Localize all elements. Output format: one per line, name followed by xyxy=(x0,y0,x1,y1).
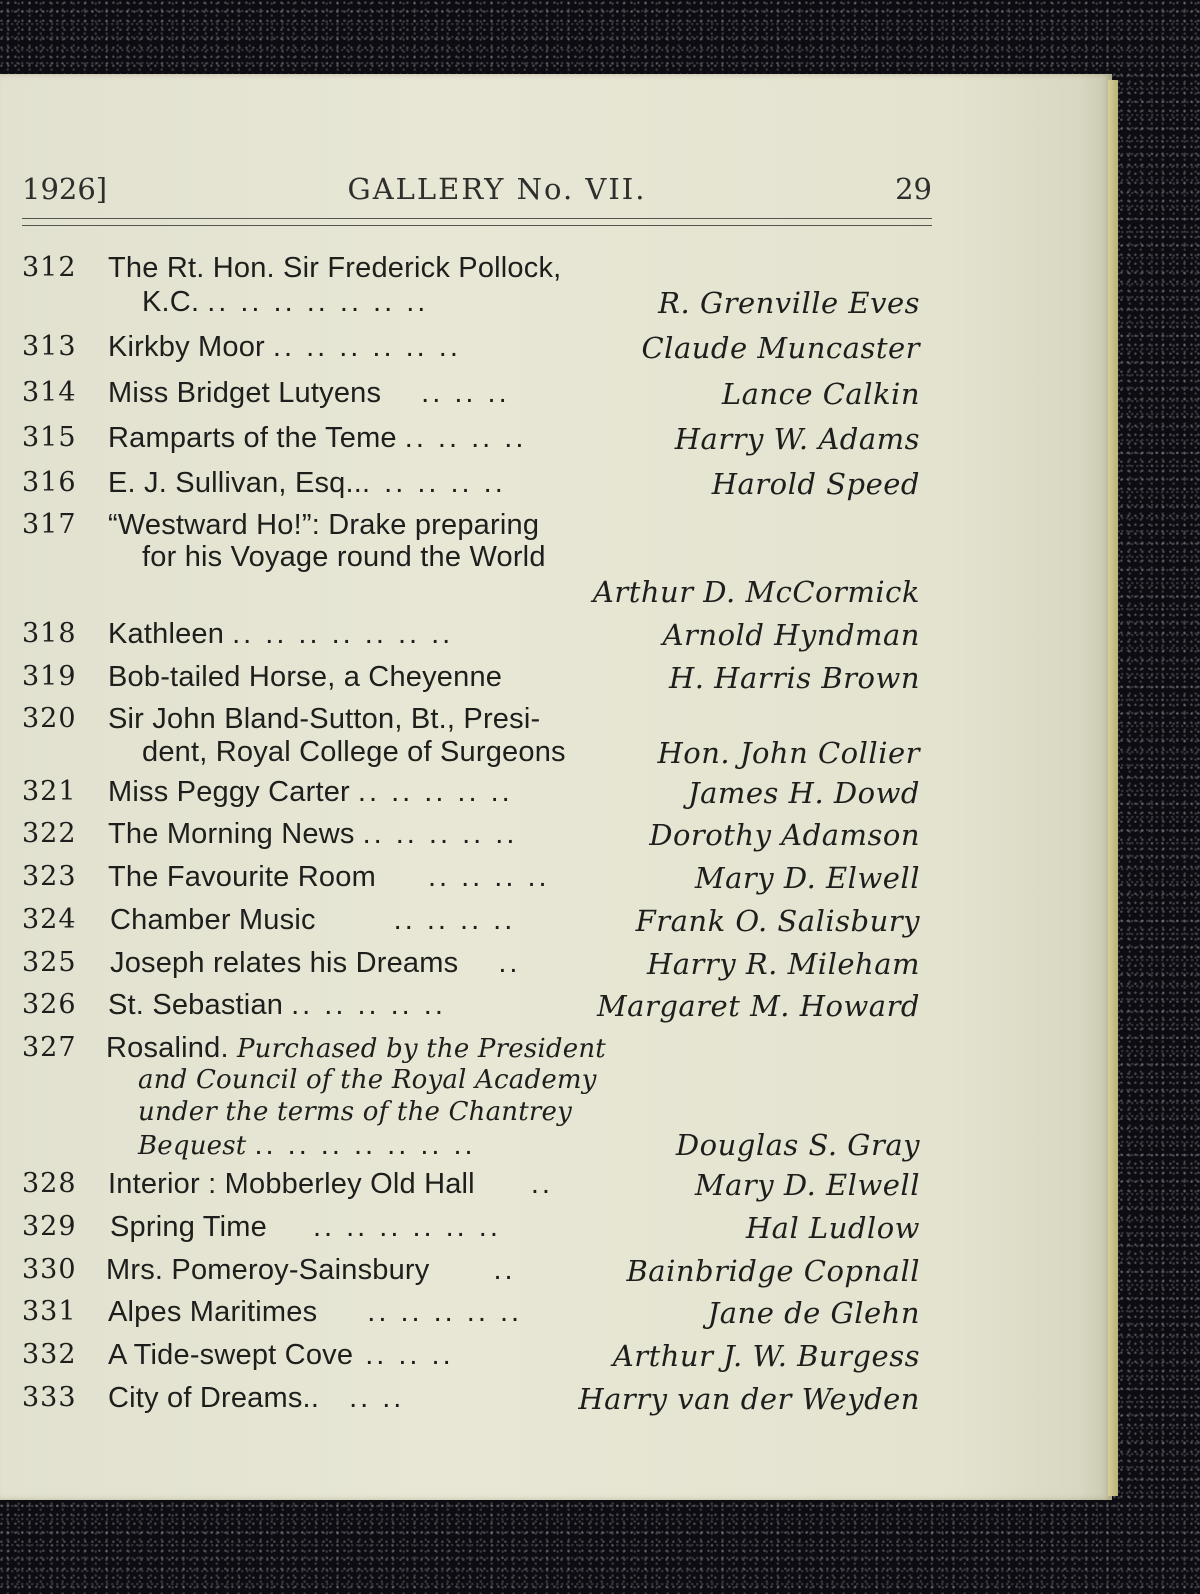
entry-title: Kirkby Moor .. .. .. .. .. .. xyxy=(108,331,461,363)
entry-artist: Arnold Hyndman xyxy=(662,618,920,652)
page-number: 29 xyxy=(895,172,932,206)
purchase-note: Bequest .. .. .. .. .. .. .. xyxy=(138,1129,476,1161)
entry-title-cont: K.C. .. .. .. .. .. .. .. xyxy=(142,286,429,318)
entry-number: 331 xyxy=(22,1296,77,1327)
entry-title: “Westward Ho!”: Drake preparing xyxy=(108,509,540,541)
entry-title: Miss Bridget Lutyens .. .. .. xyxy=(108,377,510,409)
entry-title: Joseph relates his Dreams .. xyxy=(110,947,521,979)
entry-number: 314 xyxy=(22,377,77,408)
entry-number: 333 xyxy=(22,1382,77,1413)
entry-title: A Tide-swept Cove .. .. .. xyxy=(108,1339,454,1371)
entry-title: Spring Time .. .. .. .. .. .. xyxy=(110,1211,501,1243)
entry-number: 325 xyxy=(22,947,77,978)
purchase-note: Purchased by the President xyxy=(236,1034,606,1064)
running-header xyxy=(22,172,932,212)
entry-artist: Lance Calkin xyxy=(721,377,920,411)
entry-number: 330 xyxy=(22,1254,77,1285)
entry-artist: Hal Ludlow xyxy=(745,1211,920,1245)
entry-artist: Mary D. Elwell xyxy=(694,861,920,895)
entry-title-cont: for his Voyage round the World xyxy=(142,541,546,573)
entry-artist: R. Grenville Eves xyxy=(658,286,920,320)
entry-title: Sir John Bland-Sutton, Bt., Presi- xyxy=(108,703,541,735)
entry-title: The Favourite Room .. .. .. .. xyxy=(108,861,550,893)
entry-title: Kathleen .. .. .. .. .. .. .. xyxy=(108,618,454,650)
entry-number: 324 xyxy=(22,904,77,935)
entry-number: 323 xyxy=(22,861,77,892)
page-edge xyxy=(1108,80,1118,1496)
entry-artist: James H. Dowd xyxy=(687,776,920,810)
entry-number: 329 xyxy=(22,1211,77,1242)
entry-artist: Arthur J. W. Burgess xyxy=(612,1339,920,1373)
entry-number: 326 xyxy=(22,989,77,1020)
entry-artist: Margaret M. Howard xyxy=(596,989,920,1023)
entry-title: Alpes Maritimes .. .. .. .. .. xyxy=(108,1296,523,1328)
entry-title: Interior : Mobberley Old Hall .. xyxy=(108,1168,553,1200)
entry-title: Mrs. Pomeroy-Sainsbury .. xyxy=(106,1254,516,1286)
entry-number: 332 xyxy=(22,1339,77,1370)
entry-title: City of Dreams.. .. .. xyxy=(108,1382,405,1414)
entry-number: 313 xyxy=(22,331,77,362)
entry-number: 322 xyxy=(22,818,77,849)
entry-artist: Harry R. Mileham xyxy=(646,947,920,981)
purchase-note: and Council of the Royal Academy xyxy=(138,1065,597,1095)
entry-title: St. Sebastian .. .. .. .. .. xyxy=(108,989,446,1021)
entry-number: 312 xyxy=(22,252,77,283)
entry-artist: Harold Speed xyxy=(711,467,920,501)
entry-number: 327 xyxy=(22,1032,77,1063)
entry-artist: Dorothy Adamson xyxy=(649,818,920,852)
entry-title: Miss Peggy Carter .. .. .. .. .. xyxy=(108,776,513,808)
entry-number: 316 xyxy=(22,467,77,498)
entry-artist: Harry W. Adams xyxy=(674,422,920,456)
entry-title: Chamber Music .. .. .. .. xyxy=(110,904,516,936)
entry-title: The Rt. Hon. Sir Frederick Pollock, xyxy=(108,252,562,284)
entry-artist: Claude Muncaster xyxy=(641,331,920,365)
entry-number: 319 xyxy=(22,661,77,692)
entry-artist: Bainbridge Copnall xyxy=(626,1254,920,1288)
entry-number: 320 xyxy=(22,703,77,734)
header-year: 1926] xyxy=(22,172,108,206)
header-title: GALLERY No. VII. xyxy=(347,172,647,206)
entry-artist: Mary D. Elwell xyxy=(694,1168,920,1202)
entry-number: 315 xyxy=(22,422,77,453)
header-rule xyxy=(22,225,932,226)
entry-artist: Frank O. Salisbury xyxy=(635,904,920,938)
entry-title: Bob-tailed Horse, a Cheyenne xyxy=(108,661,503,693)
header-rule xyxy=(22,218,932,219)
entry-number: 318 xyxy=(22,618,77,649)
entry-title: E. J. Sullivan, Esq... .. .. .. .. xyxy=(108,467,506,499)
entry-number: 321 xyxy=(22,776,77,807)
entry-number: 328 xyxy=(22,1168,77,1199)
entry-number: 317 xyxy=(22,509,77,540)
entry-title: Rosalind. Purchased by the President xyxy=(106,1032,606,1064)
entry-title-cont: dent, Royal College of Surgeons xyxy=(142,736,566,768)
entry-artist: Harry van der Weyden xyxy=(578,1382,920,1416)
entry-title: The Morning News .. .. .. .. .. xyxy=(108,818,518,850)
entry-artist: H. Harris Brown xyxy=(668,661,920,695)
entry-title: Ramparts of the Teme .. .. .. .. xyxy=(108,422,527,454)
entry-artist: Arthur D. McCormick xyxy=(592,575,920,609)
entry-artist: Douglas S. Gray xyxy=(675,1128,920,1162)
entry-artist: Hon. John Collier xyxy=(657,736,920,770)
entry-artist: Jane de Glehn xyxy=(707,1296,920,1330)
purchase-note: under the terms of the Chantrey xyxy=(138,1097,573,1127)
